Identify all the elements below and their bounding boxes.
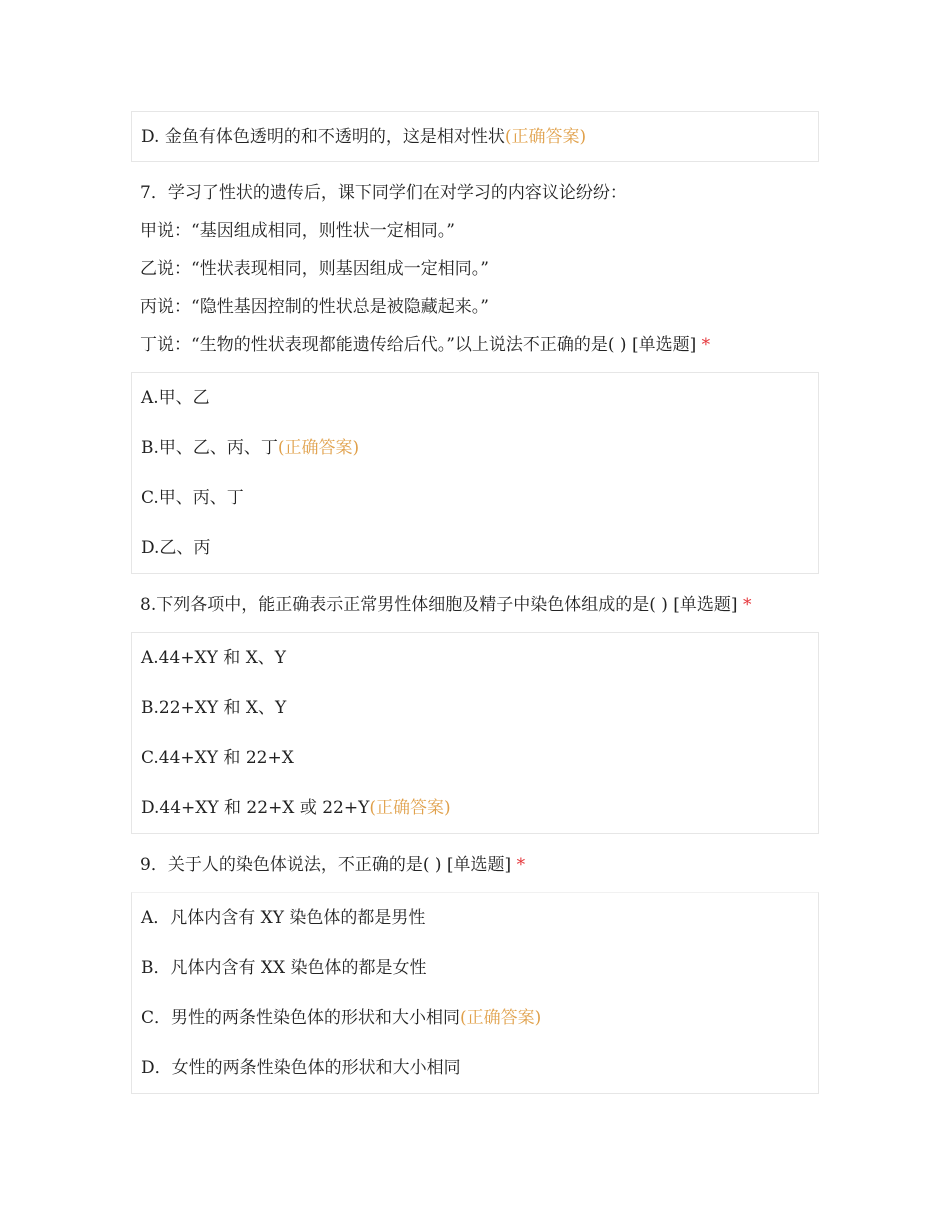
option-text: B.甲、乙、丙、丁 [141,438,278,458]
q9-option-d[interactable]: D．女性的两条性染色体的形状和大小相同 [141,1058,461,1078]
q9-stem [131,846,819,884]
correct-answer-tag: (正确答案) [504,127,587,147]
quiz-page [131,111,819,1094]
q8-option-b[interactable]: B.22+XY 和 X、Y [141,698,287,718]
required-mark: * [516,855,526,875]
q9-option-b[interactable]: B．凡体内含有 XX 染色体的都是女性 [141,958,427,978]
q7-stem-text: 丁说：“生物的性状表现都能遗传给后代。”以上说法不正确的是( ) [单选题] [140,335,697,355]
correct-answer-tag: (正确答案) [460,1008,542,1028]
q8-stem [131,586,819,624]
q7-stem-line: 甲说：“基因组成相同，则性状一定相同。” [140,221,455,241]
q7-option-d[interactable]: D.乙、丙 [141,538,211,558]
correct-answer-tag: (正确答案) [277,438,360,458]
option-text: D. 金鱼有体色透明的和不透明的，这是相对性状 [141,127,505,147]
q7-option-c[interactable]: C.甲、丙、丁 [141,488,244,508]
q8-options-box [131,632,819,834]
q7-stem-line: 乙说：“性状表现相同，则基因组成一定相同。” [140,259,489,279]
option-text: C．男性的两条性染色体的形状和大小相同 [141,1008,461,1028]
q8-option-a[interactable]: A.44+XY 和 X、Y [141,648,287,668]
q7-stem [131,174,819,364]
option-text: D.44+XY 和 22+X 或 22+Y [141,798,370,818]
q7-stem-line: 丙说：“隐性基因控制的性状总是被隐藏起来。” [140,297,489,317]
q9-option-c[interactable] [132,993,818,1043]
q8-stem-text: 8.下列各项中，能正确表示正常男性体细胞及精子中染色体组成的是( ) [单选题] [140,595,738,615]
q9-option-a[interactable]: A．凡体内含有 XY 染色体的都是男性 [141,908,426,928]
q6-option-d[interactable] [132,112,818,162]
q7-option-a[interactable]: A.甲、乙 [141,388,210,408]
q7-stem-line-last [131,326,819,364]
q6-options-box [131,111,819,162]
q8-option-c[interactable]: C.44+XY 和 22+X [141,748,294,768]
required-mark: * [701,335,711,355]
q9-options-box [131,892,819,1094]
q7-stem-line: 7．学习了性状的遗传后，课下同学们在对学习的内容议论纷纷： [140,183,627,203]
q7-option-b[interactable] [132,423,818,473]
required-mark: * [742,595,752,615]
correct-answer-tag: (正确答案) [369,798,451,818]
q7-options-box [131,372,819,574]
q9-stem-text: 9．关于人的染色体说法，不正确的是( ) [单选题] [140,855,512,875]
q8-option-d[interactable] [132,783,818,833]
